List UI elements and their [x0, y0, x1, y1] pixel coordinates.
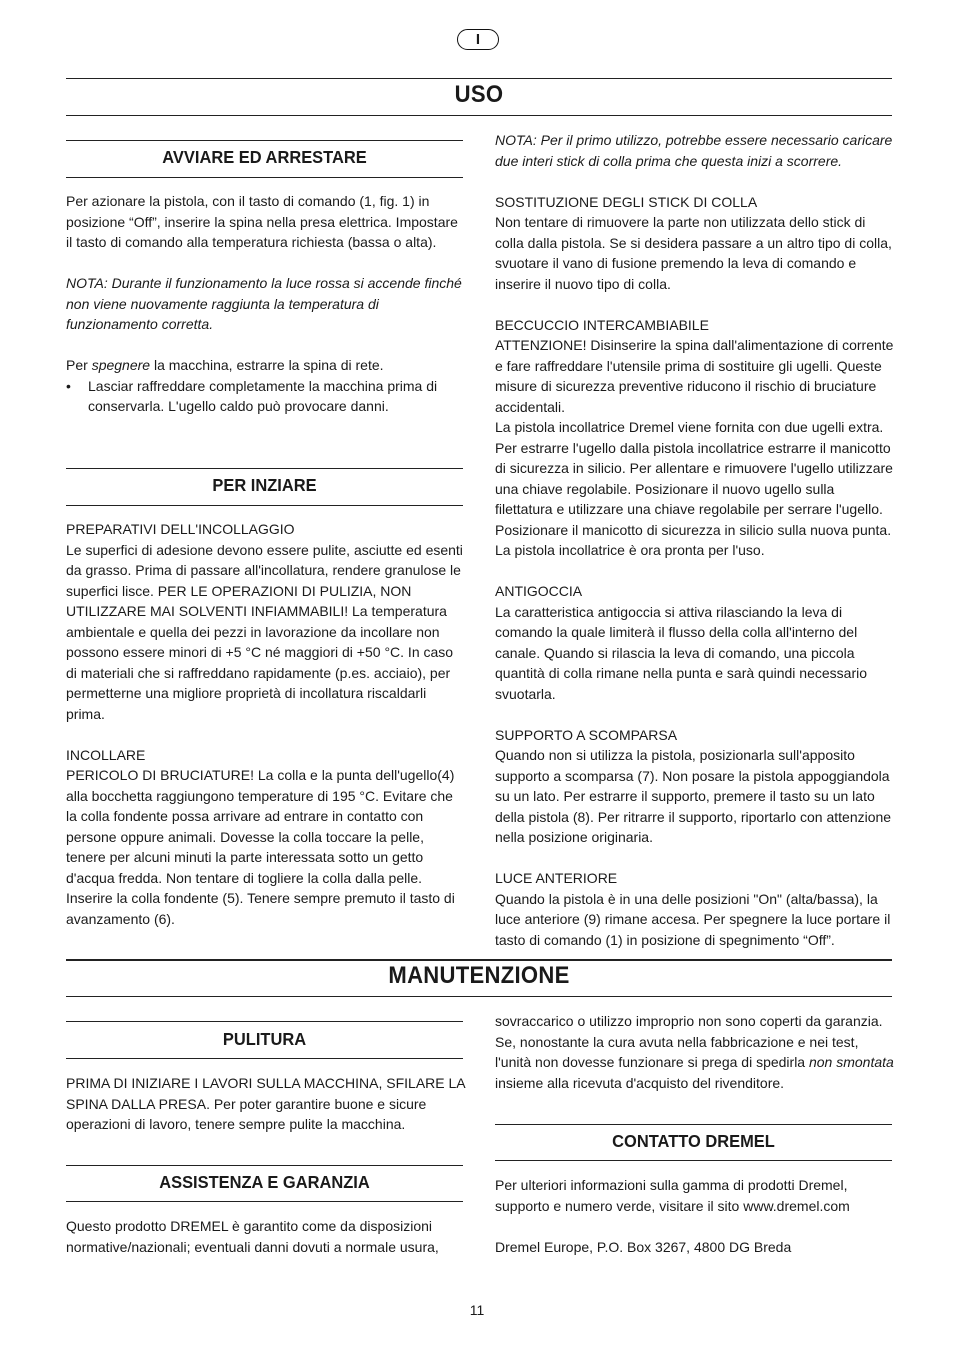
heading-contatto: CONTATTO DREMEL: [612, 1131, 775, 1151]
supporto-text: Quando non si utilizza la pistola, posizionarla sull'apposito supporto a scomparsa (7). Non posare la pistola appoggiandola su un lato. Per estrarre il supporto, premere il tasto su un lato della pistola (8). Per ritrarre il supporto, riportarlo con attenzione nella posizione originaria.: [495, 747, 892, 845]
heading-rule-top: [66, 1021, 463, 1022]
section-title-manutenzione: MANUTENZIONE: [388, 962, 570, 989]
list-item: • Lasciar raffreddare completamente la macchina prima di conservarla. L'ugello caldo può provocare danni.: [88, 376, 466, 417]
text-span: Per: [66, 357, 92, 373]
heading-rule-bottom: [495, 1160, 892, 1161]
contatto-text: Per ulteriori informazioni sulla gamma di prodotti Dremel, supporto e numero verde, visitare il sito www.dremel.com: [495, 1177, 850, 1214]
contatto-body: [495, 1175, 895, 1257]
heading-rule-top: [66, 140, 463, 141]
emphasis-span: spegnere: [91, 357, 151, 373]
language-badge: I: [457, 29, 499, 50]
preparativi-text: Le superfici di adesione devono essere pulite, asciutte ed esenti da grasso. Prima di passare all'incollatura, rendere granulose le superfici lisce. PER LE OPERAZIONI DI PULIZIA, NON UTILIZZARE MAI SOLVENTI INFIAMMABILI! La temperatura ambientale e quella dei pezzi in lavorazione da incollare non possono essere minori di +5 °C né maggiori di +50 °C. In caso di materiali che si raffreddano rapidamente (p.es. acciaio), per permetterne una migliore proprietà di incollatura riscaldarli prima.: [66, 541, 463, 722]
heading-rule-top: [495, 1124, 892, 1125]
title-rule-bottom: [66, 996, 892, 997]
antigoccia-text: La caratteristica antigoccia si attiva rilasciando la leva di comando la quale limiterà il flusso della colla all'interno del canale. Quando si rilascia la leva di comando, una piccola quantità di colla rimane nella punta e sarà quindi necessario svuotarla.: [495, 603, 868, 702]
assistenza-text: Questo prodotto DREMEL è garantito come da disposizioni normative/nazionali; eventuali danni dovuti a normale usura,: [66, 1218, 439, 1255]
bullet-list: [66, 376, 466, 417]
heading-rule-bottom: [66, 177, 463, 178]
heading-pulitura: PULITURA: [222, 1029, 307, 1049]
pulitura-text: PRIMA DI INIZIARE I LAVORI SULLA MACCHINA, SFILARE LA SPINA DALLA PRESA. Per poter garantire buone e sicure operazioni di lavoro, tenere sempre pulite la macchina.: [66, 1075, 465, 1132]
heading-per-iniziare: PER INZIARE: [212, 475, 317, 495]
incollare-text: PERICOLO DI BRUCIATURE! La colla e la punta dell'ugello(4) alla bocchetta raggiungono temperature di 195 °C. Evitare che la colla fondente possa arrivare ad entrare in contatto con persone oppure animali. Dovesse la colla toccare la pelle, tenere per alcuni minuti la parte interessata sotto un getto d'acqua fredda. Non tentare di togliere la colla dalla pelle. Inserire la colla fondente (5). Tenere sempre premuto il tasto di avanzamento (6).: [66, 767, 455, 927]
subheading-supporto: SUPPORTO A SCOMPARSA: [495, 726, 678, 743]
luce-text: Quando la pistola è in una delle posizioni "On" (alta/bassa), la luce anteriore (9) rimane accesa. Per spegnere la luce portare il tasto di comando (1) in posizione di spegnimento “Off”.: [495, 890, 891, 948]
subheading-incollare: INCOLLARE: [66, 746, 146, 763]
title-rule-bottom: [66, 115, 892, 116]
text-span: la macchina, estrarre la spina di rete.: [150, 357, 384, 373]
heading-assistenza: ASSISTENZA E GARANZIA: [159, 1172, 370, 1192]
section-title-uso: USO: [454, 81, 504, 108]
subheading-beccuccio: BECCUCCIO INTERCAMBIABILE: [495, 316, 709, 333]
heading-rule-bottom: [66, 1201, 463, 1202]
avviare-paragraph: Per azionare la pistola, con il tasto di comando (1, fig. 1) in posizione “Off”, inserire la spina nella presa elettrica. Impostare il tasto di comando alla temperatura richiesta (bassa o alta).: [66, 193, 458, 250]
heading-rule-top: [66, 1165, 463, 1166]
subheading-sostituzione: SOSTITUZIONE DEGLI STICK DI COLLA: [495, 193, 758, 210]
title-rule-top: [66, 78, 892, 79]
heading-rule-bottom: [66, 1058, 463, 1059]
heading-avviare: AVVIARE ED ARRESTARE: [162, 147, 367, 167]
text-span: sovraccarico o utilizzo improprio non sono coperti da garanzia. Se, nonostante la cura avuta nella fabbricazione e nei test, l'unità non dovesse funzionare si prega di spedirla: [495, 1013, 883, 1070]
sostituzione-text: Non tentare di rimuovere la parte non utilizzata dello stick di colla dalla pistola. Se si desidera passare a un altro tipo di colla, svuotare il vano di fusione premendo la leva di comando e inserire il nuovo tipo di colla.: [495, 214, 892, 292]
uso-right-column: [495, 130, 895, 950]
page-number: 11: [469, 1302, 485, 1318]
assistenza-continuation: [495, 1011, 895, 1093]
beccuccio-text: La pistola incollatrice Dremel viene fornita con due ugelli extra. Per estrarre l'ugello dalla pistola incollatrice estrarre il manicotto di sicurezza in silicio. Per allentare e rimuovere l'ugello utilizzare una chiave regolabile. Posizionare il nuovo ugello sulla filettatura e utilizzare una chiave regolabile per serrare l'ugello. Posizionare il manicotto di sicurezza in silicio sulla nuova punta. La pistola incollatrice è ora pronta per l'uso.: [495, 419, 893, 558]
avviare-note: NOTA: Durante il funzionamento la luce rossa si accende finché non viene nuovamente raggiunta la temperatura di funzionamento corretta.: [66, 275, 462, 332]
emphasis-span: non smontata: [808, 1054, 894, 1070]
subheading-antigoccia: ANTIGOCCIA: [495, 583, 583, 599]
heading-rule-top: [66, 468, 463, 469]
avviare-spegnere: [66, 355, 466, 376]
subheading-preparativi: PREPARATIVI DELL'INCOLLAGGIO: [66, 521, 295, 537]
subheading-luce: LUCE ANTERIORE: [495, 870, 618, 886]
title-rule-top: [66, 959, 892, 961]
contatto-address: Dremel Europe, P.O. Box 3267, 4800 DG Breda: [495, 1238, 792, 1255]
first-use-note: NOTA: Per il primo utilizzo, potrebbe essere necessario caricare due interi stick di colla prima che questa inizi a scorrere.: [495, 132, 893, 169]
heading-rule-bottom: [66, 505, 463, 506]
beccuccio-warning: ATTENZIONE! Disinserire la spina dall'alimentazione di corrente e fare raffreddare l'utensile prima di sostituire gli ugelli. Queste misure di sicurezza preventive riducono il rischio di bruciature accidentali.: [495, 337, 894, 415]
per-iniziare-body: [66, 519, 466, 929]
avviare-body: [66, 191, 466, 417]
text-span: insieme alla ricevuta d'acquisto del rivenditore.: [495, 1074, 785, 1091]
